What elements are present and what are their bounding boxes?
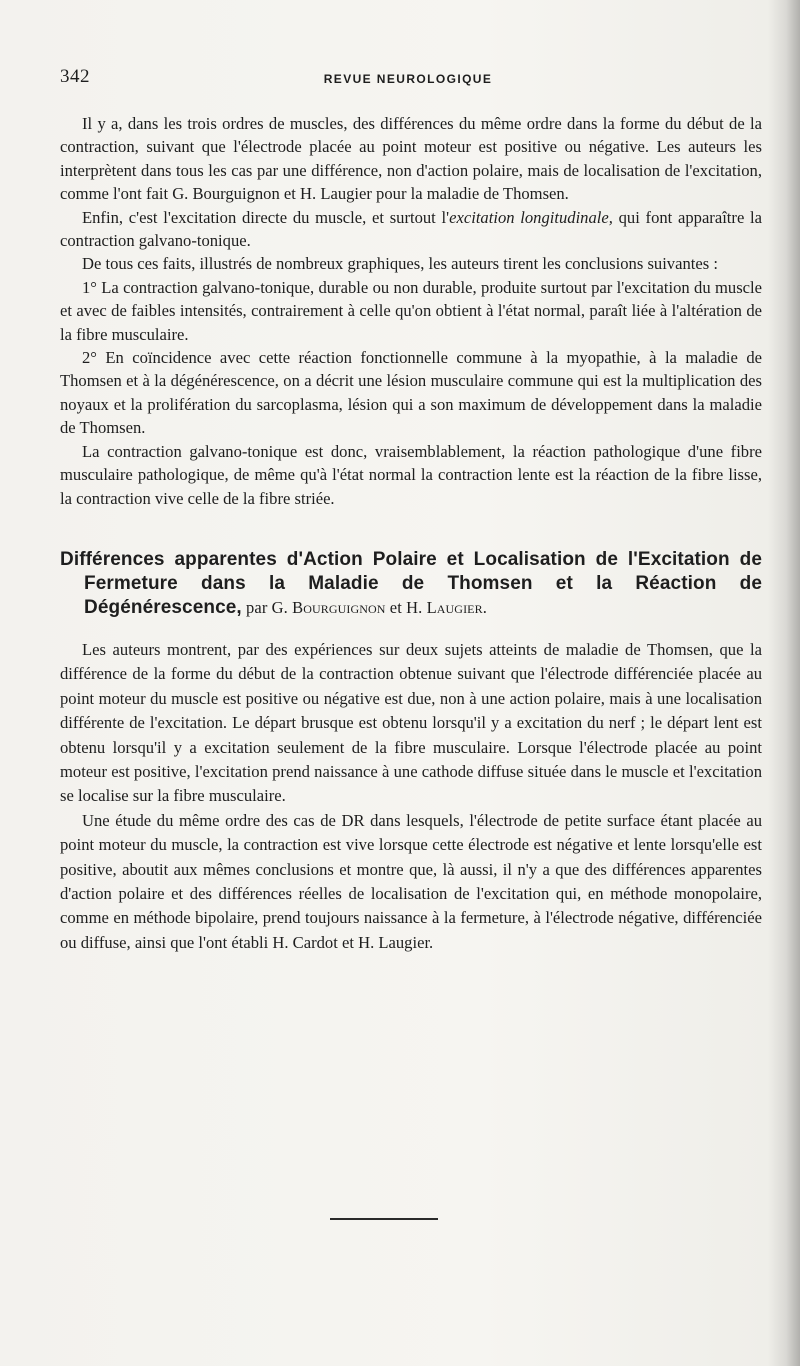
paragraph: Il y a, dans les trois ordres de muscles, des différences du même ordre dans la forme du début de la contraction, suivant que l'électrode placée au point moteur est positive ou négative. Les auteurs les interprètent dans tous les cas par une différence, non d'action polaire, mais de localisation de l'excitation, comme l'ont fait G. Bourguignon et H. Laugier pour la maladie de Thomsen. [60, 114, 762, 204]
article-title: Différences apparentes d'Action Polaire et Localisation de l'Excitation de Fermeture dans la Maladie de Thomsen et la Réaction de Dégénérescence, [60, 548, 762, 618]
item-number: 1° [82, 277, 97, 297]
item-text: En coïncidence avec cette réaction fonctionnelle commune à la myopathie, à la maladie de Thomsen et à la dégénérescence, on a décrit une lésion musculaire commune qui est la multiplication des noyaux et la prolifération du sarcoplasma, lésion qui a son maximum de développement dans la maladie de Thomsen. [60, 348, 762, 438]
previous-article-end [60, 112, 762, 510]
conclusion-item [60, 276, 762, 346]
article-heading [60, 548, 762, 620]
paragraph [60, 206, 762, 253]
conclusion-item [60, 346, 762, 440]
item-text: La contraction galvano-tonique, durable ou non durable, produite surtout par l'excitation du muscle et avec de faibles intensités, contrairement à celle qu'on obtient à l'état normal, paraît liée à l'altération de la fibre musculaire. [60, 277, 762, 344]
text-run: qui font apparaître la contraction galvano-tonique. [60, 207, 763, 251]
item-number: 2° [82, 348, 97, 368]
paragraph: Une étude du même ordre des cas de DR dans lesquels, l'électrode de petite surface étant placée au point moteur du muscle, la contraction est vive lorsque cette électrode est négative et lente lorsqu'elle est positive, aboutit aux mêmes conclusions et montre que, là aussi, il n'y a que des différences apparentes d'action polaire et des différences réelles de localisation de l'excitation qui, en méthode monopolaire, comme en méthode bipolaire, prend toujours naissance à la fermeture, à l'électrode négative, différenciée ou diffuse, ainsi que l'ont établi H. Cardot et H. Laugier. [60, 810, 762, 952]
byline-par: par [241, 597, 272, 617]
page-number: 342 [60, 66, 90, 87]
end-rule [330, 1218, 438, 1220]
byline-and: et [385, 597, 407, 617]
article-text [60, 638, 762, 955]
italic-term: excitation longitudinale, [449, 207, 613, 227]
running-title: REVUE NEUROLOGIQUE [323, 72, 493, 86]
paragraph: De tous ces faits, illustrés de nombreux graphiques, les auteurs tirent les conclusions suivantes : [82, 254, 718, 274]
page-header [60, 66, 756, 90]
paragraph: Les auteurs montrent, par des expériences sur deux sujets atteints de maladie de Thomsen, que la différence de la forme du début de la contraction obtenue suivant que l'électrode différenciée placée au point moteur du muscle est positive ou négative est due, non à une action polaire, mais à une localisation différente de l'excitation. Le départ brusque est obtenu lorsqu'il y a excitation du nerf ; le départ lent est obtenu lorsqu'il y a excitation seulement de la fibre musculaire. Lorsque l'électrode placée au point moteur est positive, l'excitation prend naissance à une cathode diffuse située dans le muscle et l'excitation se localise sur la fibre musculaire. [60, 639, 762, 806]
paragraph: La contraction galvano-tonique est donc, vraisemblablement, la réaction pathologique d'une fibre musculaire pathologique, de même qu'à l'état normal la contraction lente est la réaction de la fibre lisse, la contraction vive celle de la fibre striée. [60, 441, 762, 508]
page-body [60, 112, 762, 955]
text-run: Enfin, c'est l'excitation directe du muscle, et surtout l' [82, 207, 450, 227]
page-edge [786, 0, 800, 1366]
author-name: H. Laugier. [406, 597, 487, 617]
author-name: G. Bourguignon [271, 597, 386, 617]
